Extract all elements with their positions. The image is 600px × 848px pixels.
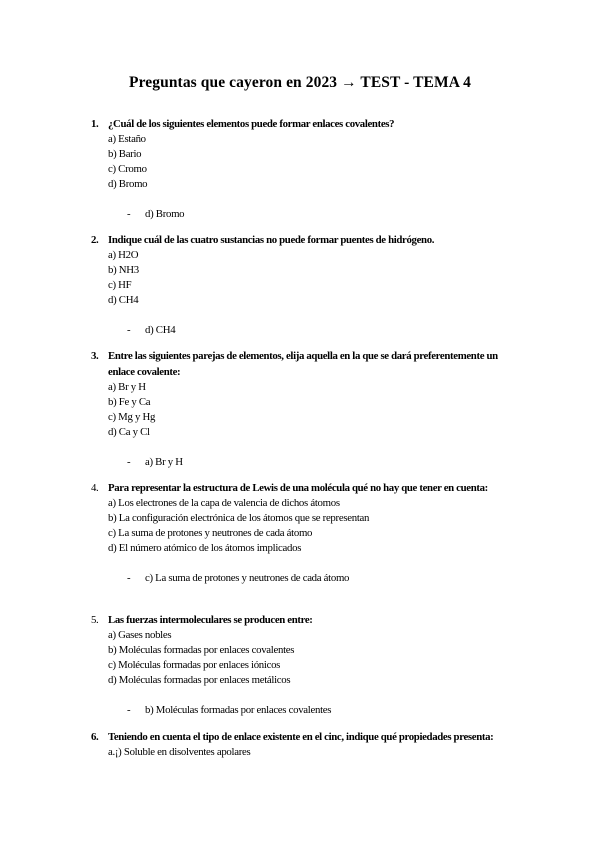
answer-bullet: -: [127, 704, 131, 716]
question-number: 3.: [91, 350, 99, 362]
option-d: d) CH4: [108, 294, 139, 306]
option-a: a) Gases nobles: [108, 629, 172, 641]
question-number: 4.: [91, 482, 99, 494]
option-c: c) Mg y Hg: [108, 411, 156, 423]
question-text: ¿Cuál de los siguientes elementos puede formar enlaces covalentes?: [108, 118, 395, 130]
question-text: Indique cuál de las cuatro sustancias no puede formar puentes de hidrógeno.: [108, 234, 435, 246]
answer-text: b) Moléculas formadas por enlaces covalentes: [145, 704, 332, 716]
option-c: c) Moléculas formadas por enlaces iónicos: [108, 659, 281, 671]
answer-line: [91, 703, 511, 718]
answer-bullet: -: [127, 456, 131, 468]
options-list: [91, 132, 511, 192]
option-b: b) NH3: [108, 264, 139, 276]
question-5: [91, 612, 511, 718]
options-list: [91, 745, 511, 760]
question-number: 1.: [91, 118, 99, 130]
option-d: d) Moléculas formadas por enlaces metálicos: [108, 674, 291, 686]
options-list: [91, 496, 511, 556]
option-b: b) Bario: [108, 148, 142, 160]
answer-line: [91, 323, 511, 338]
option-a: a) Br y H: [108, 381, 146, 393]
question-number: 2.: [91, 234, 99, 246]
option-b: b) Fe y Ca: [108, 396, 151, 408]
answer-bullet: -: [127, 208, 131, 220]
option-c: c) La suma de protones y neutrones de cada átomo: [108, 527, 313, 539]
question-3: [91, 348, 511, 470]
question-heading: [91, 612, 511, 628]
option-d: d) Ca y Cl: [108, 426, 150, 438]
option-b: b) La configuración electrónica de los átomos que se representan: [108, 512, 370, 524]
option-b: b) Moléculas formadas por enlaces covalentes: [108, 644, 295, 656]
question-text: Teniendo en cuenta el tipo de enlace existente en el cinc, indique qué propiedades presenta:: [108, 731, 494, 743]
answer-line: [91, 207, 511, 222]
question-2: [91, 232, 511, 338]
option-a: a) H2O: [108, 249, 139, 261]
answer-line: [91, 455, 511, 470]
question-heading: [91, 348, 511, 380]
answer-text: c) La suma de protones y neutrones de cada átomo: [145, 572, 350, 584]
question-number: 5.: [91, 614, 99, 626]
page-title: Preguntas que cayeron en 2023 → TEST - TEMA 4: [129, 74, 471, 91]
options-list: [91, 628, 511, 688]
question-text: Las fuerzas intermoleculares se producen entre:: [108, 614, 313, 626]
options-list: [91, 248, 511, 308]
option-a: a) Los electrones de la capa de valencia de dichos átomos: [108, 497, 340, 509]
question-heading: [91, 729, 511, 745]
option-c: c) Cromo: [108, 163, 147, 175]
question-text: Para representar la estructura de Lewis de una molécula qué no hay que tener en cuenta:: [108, 482, 488, 494]
answer-line: [91, 571, 511, 586]
option-a: a) Estaño: [108, 133, 146, 145]
question-text: Entre las siguientes parejas de elementos, elija aquella en la que se dará preferentemente un enlace covalente:: [108, 350, 498, 378]
question-4: [91, 480, 511, 586]
question-1: [91, 116, 511, 222]
answer-text: d) Bromo: [145, 208, 185, 220]
question-heading: [91, 116, 511, 132]
question-number: 6.: [91, 731, 99, 743]
option-c: c) HF: [108, 279, 132, 291]
options-list: [91, 380, 511, 440]
question-heading: [91, 232, 511, 248]
option-d: d) El número atómico de los átomos implicados: [108, 542, 302, 554]
question-heading: [91, 480, 511, 496]
question-6: [91, 729, 511, 760]
answer-text: d) CH4: [145, 324, 176, 336]
option-d: d) Bromo: [108, 178, 148, 190]
answer-text: a) Br y H: [145, 456, 183, 468]
option-a: a.¡) Soluble en disolventes apolares: [108, 746, 251, 758]
answer-bullet: -: [127, 572, 131, 584]
answer-bullet: -: [127, 324, 131, 336]
